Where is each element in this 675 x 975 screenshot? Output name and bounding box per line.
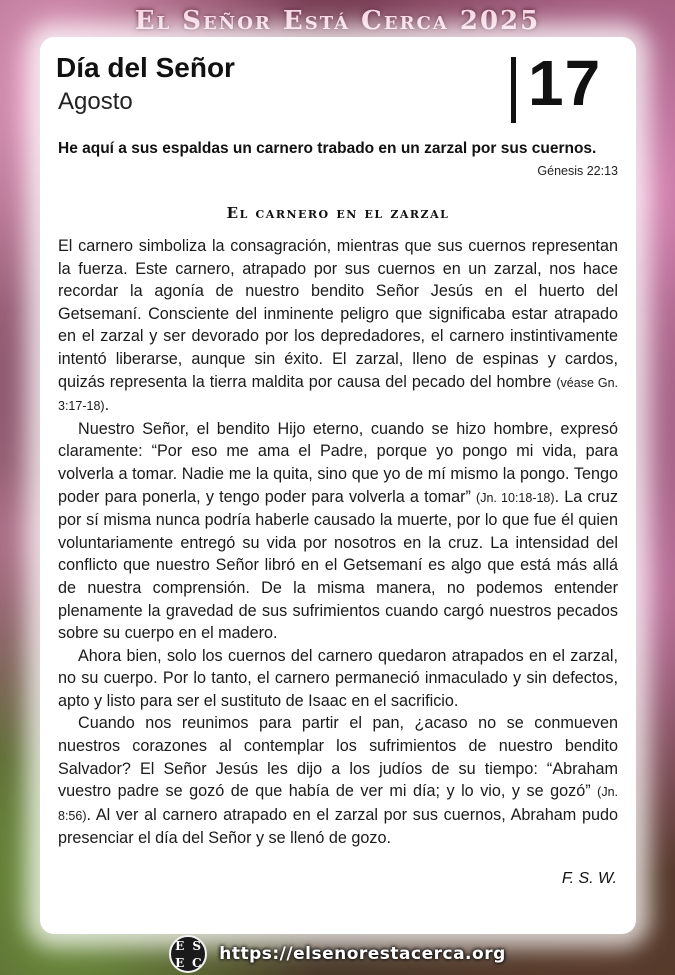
scripture-ref: (véase Gn. 3:17-18) [58, 375, 619, 414]
article-title: El carnero en el zarzal [226, 204, 450, 222]
logo-letter: E [175, 955, 185, 970]
scripture-ref: (Jn. 10:18-18) [476, 490, 555, 505]
paragraph-4-text: Cuando nos reunimos para partir el pan, ¿acaso no se conmueven nuestros corazones al contemplar los sufrimientos de nuestro bendito Salvador? El Señor Jesús les dijo a los judíos de su tiempo: “Abraham vuestro padre se gozó de que había de ver mi día; y lo vio, y se gozó” [58, 714, 618, 801]
logo-letter: C [191, 955, 202, 970]
page-title: Día del Señor [56, 52, 235, 83]
logo-letter: S [192, 938, 202, 953]
website-link[interactable]: https://elsenorestacerca.org [219, 944, 506, 964]
paragraph-2-text: Nuestro Señor, el bendito Hijo eterno, cuando se hizo hombre, expresó claramente: “Por eso me ama el Padre, porque yo pongo mi vida, para volverla a tomar. Nadie me la quita, sino que yo de mí mismo la pongo. Tengo poder para ponerla, y tengo poder para volverla a tomar” [58, 419, 618, 506]
series-banner: El Señor Está Cerca 2025 [134, 6, 541, 36]
paragraph-4 [58, 712, 618, 850]
paragraph-1 [58, 235, 618, 418]
paragraph-1-text: El carnero simboliza la consagración, mientras que sus cuernos representan la fuerza. Este carnero, atrapado por sus cuernos en un zarzal, nos hace recordar la agonía de nuestro bendito Señor Jesús en el huerto del Getsemaní. Consciente del inminente peligro que significaba estar atrapado en el zarzal y ser devorado por los depredadores, el carnero instintivamente intentó liberarse, aunque sin éxito. El zarzal, lleno de espinas y cardos, quizás representa la tierra maldita por causa del pecado del hombre [58, 237, 618, 391]
paragraph-2 [58, 418, 618, 645]
scripture-ref: (Jn. 8:56) [58, 785, 619, 823]
paragraph-2-text-end: . La cruz por sí misma nunca podría haberle causado la muerte, por lo que fue él quien voluntariamente entregó su vida por nosotros en la cruz. La intensidad del conflicto que nuestro Señor libró en el Getsemaní es algo que está más allá de nuestra comprensión. De la misma manera, no podemos entender plenamente la gravedad de sus sufrimientos cuando cargó nuestros pecados sobre su cuerpo en el madero. [58, 487, 619, 643]
day-number: 17 [528, 47, 602, 119]
article-body [58, 235, 618, 850]
verse-reference: Génesis 22:13 [537, 164, 618, 178]
paragraph-4-text-end: . Al ver al carnero atrapado en el zarzal por sus cuernos, Abraham pudo presenciar el día del Señor y se llenó de gozo. [58, 805, 618, 848]
logo-icon [169, 935, 207, 973]
day-divider [511, 57, 516, 123]
paragraph-3: Ahora bien, solo los cuernos del carnero quedaron atrapados en el zarzal, no su cuerpo. Por lo tanto, el carnero permaneció inmaculado y sin defectos, apto y listo para ser el sustituto de Isaac en el sacrificio. [58, 646, 618, 710]
key-verse: He aquí a sus espaldas un carnero trabado en un zarzal por sus cuernos. [58, 140, 597, 157]
logo-letter: E [175, 938, 185, 953]
footer [0, 936, 675, 972]
author-initials: F. S. W. [561, 870, 617, 887]
month-label: Agosto [58, 88, 133, 115]
paragraph-1-end: . [104, 396, 110, 415]
